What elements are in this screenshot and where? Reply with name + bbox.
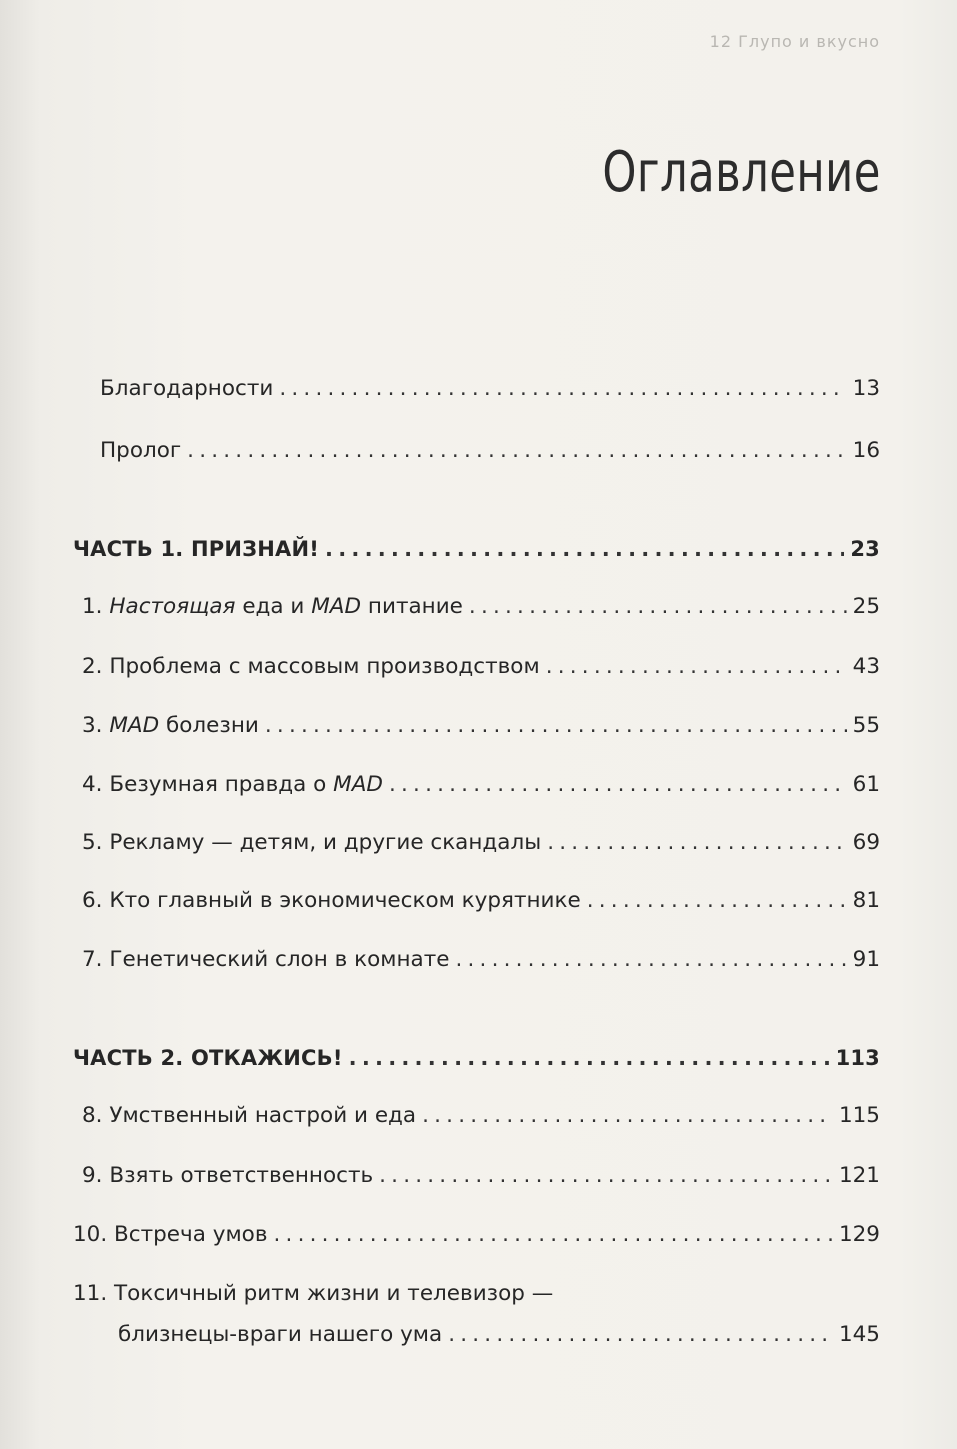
- chapter-number: 4.: [82, 772, 103, 797]
- leader-dots: [349, 1043, 830, 1073]
- chapter-number: 5.: [82, 830, 103, 855]
- leader-dots: [325, 534, 844, 564]
- leader-dots: [389, 770, 847, 800]
- toc-page-number: 25: [852, 594, 880, 619]
- toc-chapter-1: [82, 592, 880, 622]
- leader-dots: [469, 592, 847, 622]
- chapter-title-text: Генетический слон в комнате: [109, 947, 450, 972]
- chapter-title-text: болезни: [159, 713, 259, 738]
- chapter-number: 10.: [73, 1222, 108, 1247]
- leader-dots: [279, 374, 846, 404]
- toc-entry-label: [82, 652, 540, 682]
- toc-page-number: 91: [852, 947, 880, 972]
- toc-page-number: 145: [838, 1322, 880, 1347]
- toc-chapter-3: [82, 711, 880, 741]
- leader-dots: [455, 945, 846, 975]
- chapter-title-italic: MAD: [109, 713, 160, 738]
- toc-part-label: ЧАСТЬ 1. ПРИЗНАЙ!: [73, 537, 320, 561]
- toc-page-number: 43: [852, 654, 880, 679]
- leader-dots: [187, 436, 846, 466]
- toc-page-number: 69: [852, 830, 880, 855]
- toc-page-number: 13: [852, 376, 880, 401]
- toc-entry-label: [82, 828, 541, 858]
- toc-chapter-11-first-line: [73, 1279, 553, 1309]
- toc-entry-label: [82, 886, 581, 916]
- chapter-number: 2.: [82, 654, 103, 679]
- leader-dots: [547, 828, 846, 858]
- toc-entry-label: Пролог: [100, 438, 182, 463]
- leader-dots: [274, 1220, 833, 1250]
- chapter-title-text: Кто главный в экономическом курятнике: [109, 888, 581, 913]
- toc-entry-label: Благодарности: [100, 376, 274, 401]
- toc-chapter-2: [82, 652, 880, 682]
- toc-chapter-11: [118, 1320, 880, 1350]
- toc-page-number: 61: [852, 772, 880, 797]
- chapter-number: 9.: [82, 1163, 103, 1188]
- toc-part-1: [73, 534, 880, 564]
- toc-entry-label: [82, 711, 259, 741]
- running-head: 12 Глупо и вкусно: [709, 32, 880, 51]
- chapter-title-italic: MAD: [311, 594, 362, 619]
- toc-chapter-7: [82, 945, 880, 975]
- toc-entry-label: близнецы-враги нашего ума: [118, 1322, 443, 1347]
- chapter-title-italic: Настоящая: [109, 594, 236, 619]
- toc-page-number: 129: [838, 1222, 880, 1247]
- toc-entry-label: [73, 1220, 268, 1250]
- toc-entry-acknowledgements: [100, 374, 880, 404]
- chapter-number: 8.: [82, 1103, 103, 1128]
- toc-entry-label: [82, 770, 383, 800]
- leader-dots: [546, 652, 847, 682]
- chapter-title-text: питание: [361, 594, 463, 619]
- chapter-title-text: Умственный настрой и еда: [109, 1103, 417, 1128]
- chapter-number: 3.: [82, 713, 103, 738]
- toc-entry-label: [82, 945, 449, 975]
- toc-entry-label: [82, 592, 463, 622]
- toc-part-2: [73, 1043, 880, 1073]
- chapter-title-text: еда и: [235, 594, 312, 619]
- chapter-title-text: Взять ответственность: [109, 1163, 374, 1188]
- toc-page-number: 55: [852, 713, 880, 738]
- leader-dots: [265, 711, 847, 741]
- chapter-title-text: Проблема с массовым производством: [109, 654, 540, 679]
- chapter-title-text: Безумная правда о: [109, 772, 334, 797]
- page-title: Оглавление: [602, 140, 881, 205]
- toc-part-label: ЧАСТЬ 2. ОТКАЖИСЬ!: [73, 1046, 343, 1070]
- toc-page-number: 121: [838, 1163, 880, 1188]
- toc-page-number: 16: [852, 438, 880, 463]
- toc-entry-label: [82, 1161, 373, 1191]
- chapter-number: 1.: [82, 594, 103, 619]
- toc-chapter-8: [82, 1101, 880, 1131]
- toc-entry-prologue: [100, 436, 880, 466]
- chapter-number: 11.: [73, 1281, 108, 1306]
- leader-dots: [587, 886, 847, 916]
- chapter-number: 6.: [82, 888, 103, 913]
- toc-chapter-10: [73, 1220, 880, 1250]
- toc-page-number: 81: [852, 888, 880, 913]
- chapter-number: 7.: [82, 947, 103, 972]
- leader-dots: [379, 1161, 833, 1191]
- chapter-title-text: Рекламу — детям, и другие скандалы: [109, 830, 542, 855]
- chapter-title-text: Встреча умов: [114, 1222, 268, 1247]
- leader-dots: [448, 1320, 833, 1350]
- chapter-title-italic: MAD: [333, 772, 383, 797]
- toc-entry-label: [82, 1101, 416, 1131]
- toc-chapter-4: [82, 770, 880, 800]
- chapter-title-text: Токсичный ритм жизни и телевизор —: [114, 1281, 554, 1306]
- toc-page-number: 115: [838, 1103, 880, 1128]
- toc-chapter-5: [82, 828, 880, 858]
- toc-chapter-6: [82, 886, 880, 916]
- leader-dots: [422, 1101, 833, 1131]
- toc-page-number: 113: [835, 1046, 880, 1070]
- toc-page-number: 23: [850, 537, 880, 561]
- toc-chapter-9: [82, 1161, 880, 1191]
